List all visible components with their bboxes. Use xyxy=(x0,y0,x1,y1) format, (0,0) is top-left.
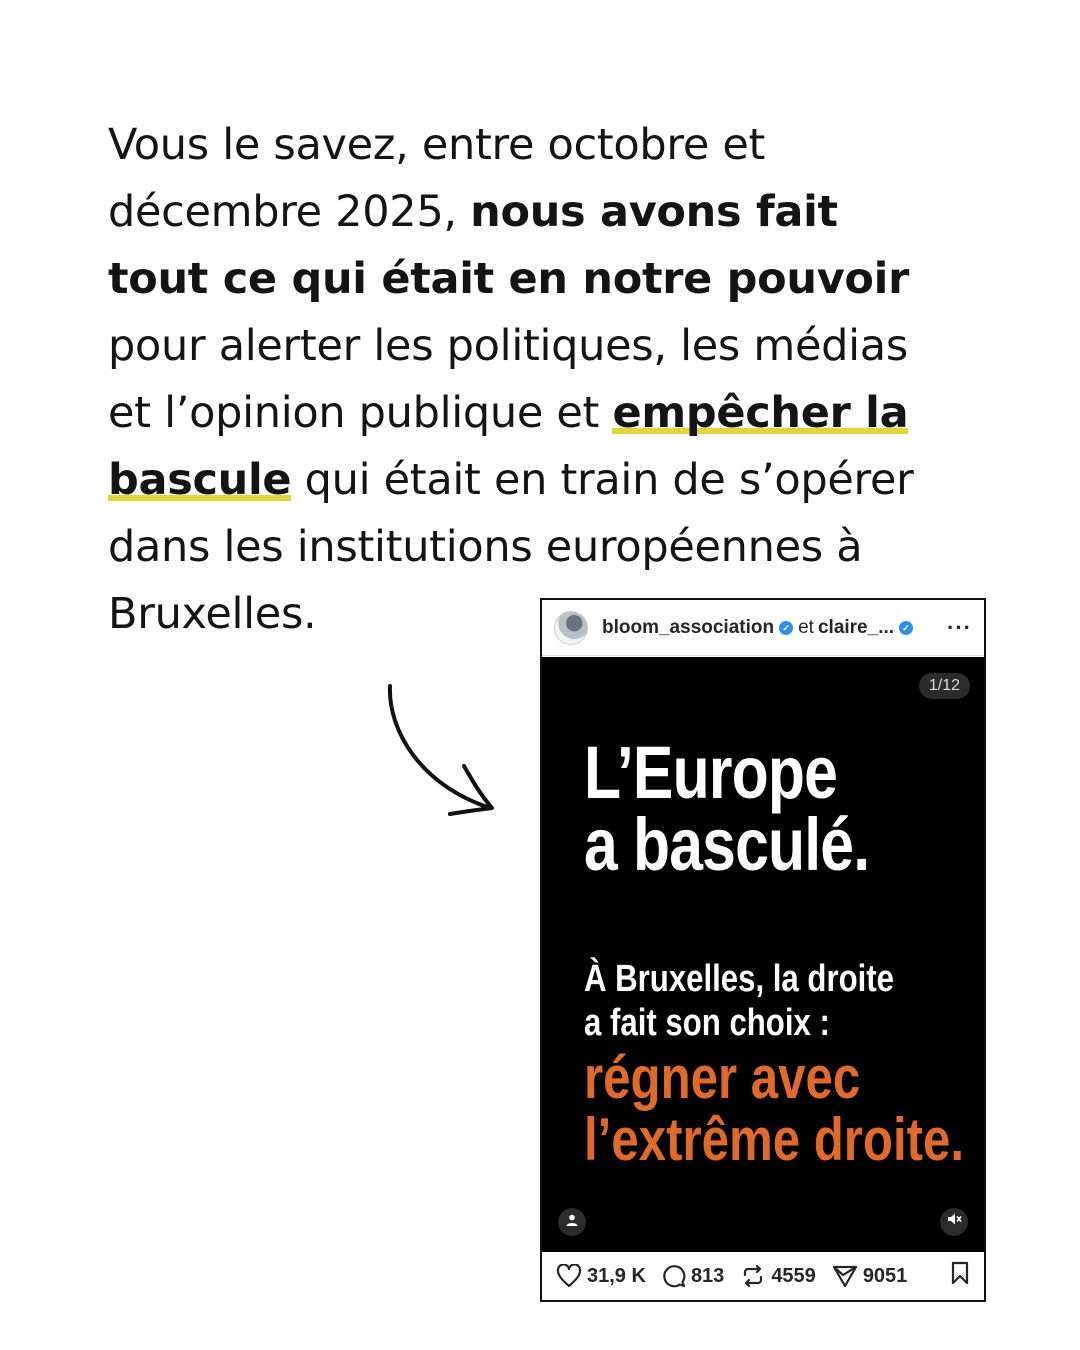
comment-action[interactable] xyxy=(662,1264,724,1288)
verified-badge-icon: ✓ xyxy=(899,621,913,635)
comment-icon xyxy=(662,1264,686,1288)
subtitle-line-2: a fait son choix : xyxy=(584,1002,830,1044)
intro-line-1: Vous le savez, entre octobre et xyxy=(108,120,766,170)
intro-bold-2: tout ce qui était en notre pouvoir xyxy=(108,254,910,304)
intro-line-4: pour alerter les politiques, les médias xyxy=(108,321,908,371)
instagram-post[interactable] xyxy=(540,598,986,1302)
tagged-users-icon[interactable] xyxy=(558,1208,586,1236)
repost-icon xyxy=(740,1264,766,1288)
poster-subtitle xyxy=(584,957,894,1045)
more-options-icon[interactable]: ··· xyxy=(947,614,972,640)
like-action[interactable] xyxy=(556,1264,646,1288)
headline-line-1: L’Europe xyxy=(584,731,838,814)
account-name-2[interactable]: claire_... xyxy=(817,616,895,638)
accent-line-2: l’extrême droite. xyxy=(584,1106,965,1173)
intro-line-8: Bruxelles. xyxy=(108,589,317,639)
post-actions xyxy=(542,1252,984,1300)
poster-headline xyxy=(584,731,870,886)
intro-text xyxy=(108,112,1008,648)
accent-line-1: régner avec xyxy=(584,1044,861,1111)
intro-line-5: et l’opinion publique et xyxy=(108,388,613,438)
slide-counter: 1/12 xyxy=(919,673,970,699)
post-media[interactable] xyxy=(542,657,984,1252)
intro-line-2: décembre 2025, xyxy=(108,187,471,237)
avatar[interactable] xyxy=(554,611,588,645)
intro-line-6: qui était en train de s’opérer xyxy=(291,455,914,505)
headline-line-2: a basculé. xyxy=(584,803,870,886)
comment-count: 813 xyxy=(690,1264,725,1287)
subtitle-line-1: À Bruxelles, la droite xyxy=(584,958,894,1000)
share-action[interactable] xyxy=(832,1264,908,1288)
highlight-empecher: empêcher la xyxy=(612,388,909,438)
heart-icon xyxy=(556,1264,582,1288)
share-icon xyxy=(832,1264,858,1288)
repost-action[interactable] xyxy=(740,1264,816,1288)
post-accounts xyxy=(602,617,918,639)
accounts-joiner: et xyxy=(798,616,814,638)
like-count: 31,9 K xyxy=(587,1264,646,1287)
post-header xyxy=(542,600,984,656)
repost-count: 4559 xyxy=(771,1264,816,1287)
highlight-bascule: bascule xyxy=(108,455,292,505)
intro-line-7: dans les institutions européennes à xyxy=(108,522,863,572)
muted-audio-icon[interactable] xyxy=(940,1208,968,1236)
intro-bold-1: nous avons fait xyxy=(470,187,838,237)
poster-accent xyxy=(584,1044,965,1173)
account-name-1[interactable]: bloom_association xyxy=(602,616,775,638)
bookmark-icon[interactable] xyxy=(950,1261,970,1291)
verified-badge-icon: ✓ xyxy=(779,621,793,635)
hand-drawn-arrow-icon xyxy=(380,680,510,825)
share-count: 9051 xyxy=(862,1264,908,1287)
